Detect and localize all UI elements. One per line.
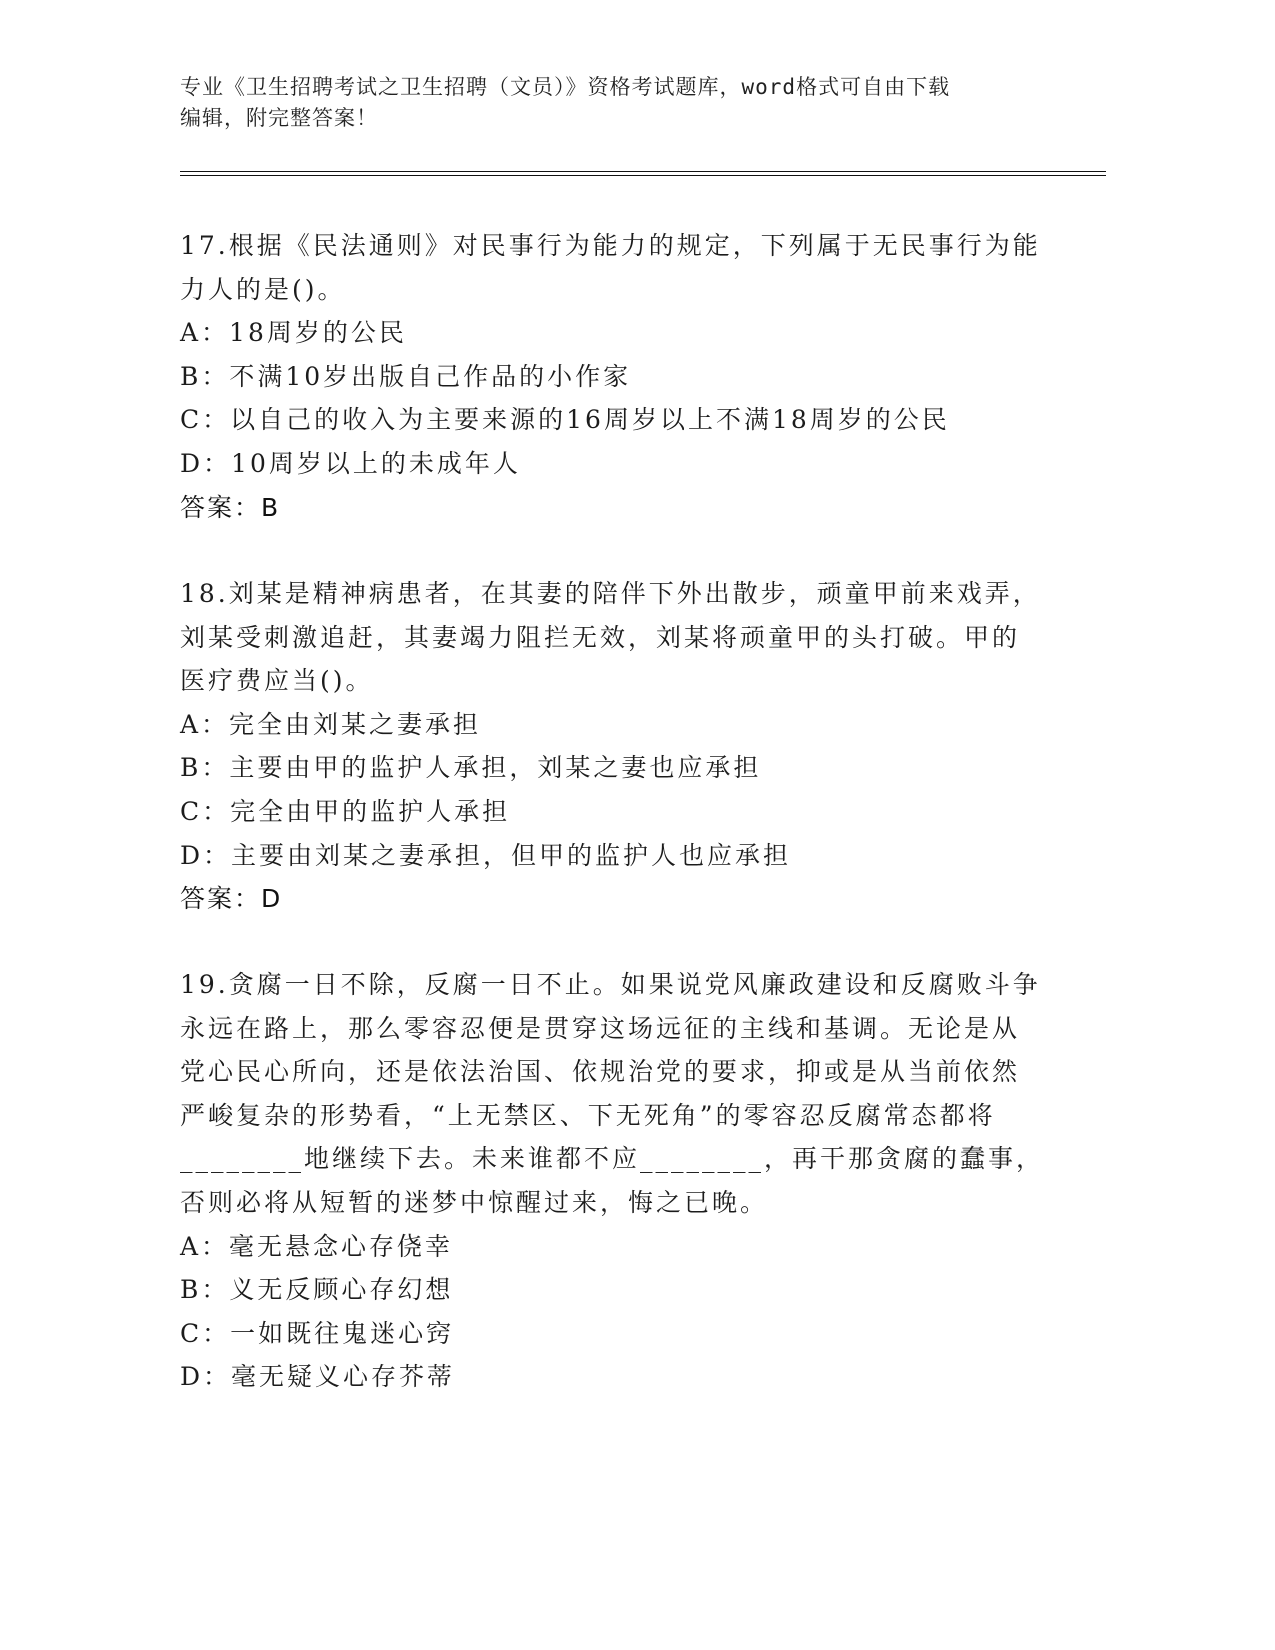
option-b: B：义无反顾心存幻想 bbox=[180, 1275, 454, 1305]
answer-label: 答案：D bbox=[180, 884, 283, 914]
question-stem-line: 严峻复杂的形势看，“上无禁区、下无死角”的零容忍反腐常态都将 bbox=[180, 1100, 996, 1130]
option-d: D：毫无疑义心存芥蒂 bbox=[180, 1362, 456, 1392]
question-17 bbox=[180, 224, 1060, 529]
question-stem-line: 医疗费应当()。 bbox=[180, 666, 374, 696]
option-c: C：以自己的收入为主要来源的16周岁以上不满18周岁的公民 bbox=[180, 405, 950, 435]
question-stem-line: 力人的是()。 bbox=[180, 274, 346, 304]
question-stem-line: 19.贪腐一日不除，反腐一日不止。如果说党风廉政建设和反腐败斗争 bbox=[180, 970, 1041, 999]
question-18 bbox=[180, 572, 1060, 921]
question-stem-line: 18.刘某是精神病患者，在其妻的陪伴下外出散步，顽童甲前来戏弄， bbox=[180, 579, 1041, 608]
option-b: B：不满10岁出版自己作品的小作家 bbox=[180, 361, 632, 391]
option-a: A：完全由刘某之妻承担 bbox=[180, 709, 482, 739]
header-line-1: 专业《卫生招聘考试之卫生招聘（文员）》资格考试题库，word格式可自由下载 bbox=[180, 75, 951, 99]
option-d: D：主要由刘某之妻承担，但甲的监护人也应承担 bbox=[180, 840, 792, 870]
question-stem-line: 17.根据《民法通则》对民事行为能力的规定，下列属于无民事行为能 bbox=[180, 231, 1041, 260]
question-stem-line: 否则必将从短暂的迷梦中惊醒过来，悔之已晚。 bbox=[180, 1187, 769, 1217]
option-a: A：18周岁的公民 bbox=[180, 318, 407, 348]
header-divider-bottom bbox=[180, 175, 1106, 176]
question-stem-line: 党心民心所向，还是依法治国、依规治党的要求，抑或是从当前依然 bbox=[180, 1057, 1021, 1087]
option-b: B：主要由甲的监护人承担，刘某之妻也应承担 bbox=[180, 753, 762, 783]
question-19 bbox=[180, 963, 1060, 1399]
option-c: C：一如既往鬼迷心窍 bbox=[180, 1318, 455, 1348]
option-d: D：10周岁以上的未成年人 bbox=[180, 448, 521, 478]
page-header bbox=[180, 72, 1040, 134]
option-a: A：毫无悬念心存侥幸 bbox=[180, 1231, 454, 1261]
header-divider-top bbox=[180, 171, 1106, 172]
question-stem-line: 永远在路上，那么零容忍便是贯穿这场远征的主线和基调。无论是从 bbox=[180, 1013, 1021, 1043]
question-stem-line: ________地继续下去。未来谁都不应________，再干那贪腐的蠢事， bbox=[180, 1144, 1045, 1174]
option-c: C：完全由甲的监护人承担 bbox=[180, 796, 511, 826]
header-line-2: 编辑，附完整答案！ bbox=[180, 106, 378, 130]
answer-label: 答案：B bbox=[180, 492, 281, 522]
question-stem-line: 刘某受刺激追赶，其妻竭力阻拦无效，刘某将顽童甲的头打破。甲的 bbox=[180, 622, 1021, 652]
